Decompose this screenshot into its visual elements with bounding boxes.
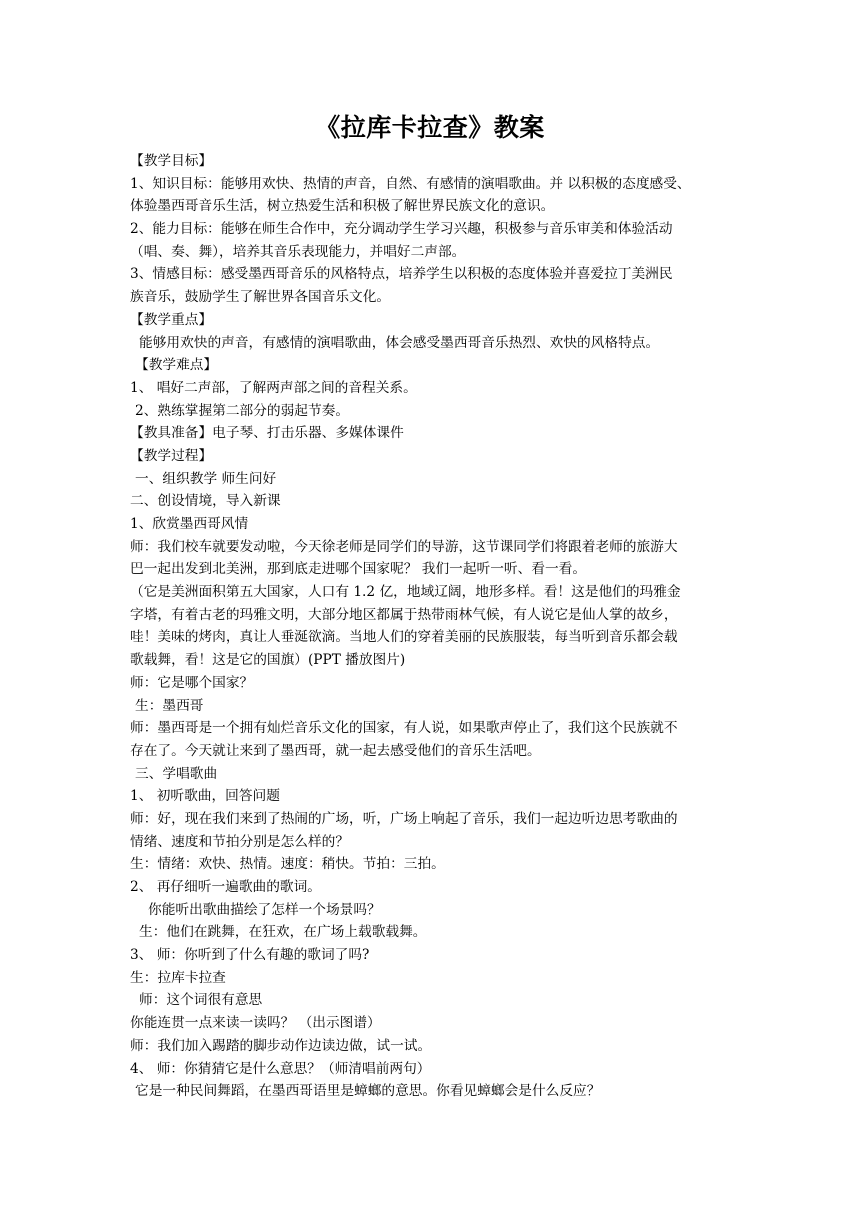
- document-title: 《拉库卡拉查》教案: [315, 113, 545, 142]
- paragraph-line: 师：墨西哥是一个拥有灿烂音乐文化的国家，有人说，如果歌声停止了，我们这个民族就不: [130, 720, 678, 737]
- paragraph-line: 2、熟练掌握第二部分的弱起节奏。: [135, 402, 350, 419]
- paragraph-line: 能够用欢快的声音，有感情的演唱歌曲，体会感受墨西哥音乐热烈、欢快的风格特点。: [139, 334, 660, 351]
- paragraph-line: 它是一种民间舞蹈，在墨西哥语里是蟑螂的意思。你看见蟑螂会是什么反应？: [135, 1083, 601, 1100]
- paragraph-line: （唱、奏、舞），培养其音乐表现能力，并唱好二声部。: [130, 243, 466, 260]
- section-heading: 【教学过程】: [130, 447, 213, 464]
- paragraph-line: 生：情绪：欢快、热情。速度：稍快。节拍：三拍。: [130, 856, 445, 873]
- paragraph-line: 2、 再仔细听一遍歌曲的歌词。: [130, 879, 321, 895]
- paragraph-line: 2、能力目标：能够在师生合作中，充分调动学生学习兴趣，积极参与音乐审美和体验活动: [130, 221, 673, 238]
- section-heading: 【教具准备】电子琴、打击乐器、多媒体课件: [130, 425, 404, 442]
- paragraph-line: 体验墨西哥音乐生活，树立热爱生活和积极了解世界民族文化的意识。: [130, 198, 555, 215]
- paragraph-line: 1、欣赏墨西哥风情: [130, 516, 249, 532]
- paragraph-line: 师：我们加入踢踏的脚步动作边读边做，试一试。: [130, 1037, 432, 1054]
- paragraph-line: 你能听出歌曲描绘了怎样一个场景吗？: [148, 901, 381, 918]
- paragraph-line: 字塔，有着古老的玛雅文明，大部分地区都属于热带雨林气候，有人说它是仙人掌的故乡，: [130, 606, 678, 623]
- paragraph-line: 哇！美味的烤肉，真让人垂涎欲滴。当地人们的穿着美丽的民族服装，每当听到音乐都会载: [130, 629, 678, 646]
- paragraph-line: （它是美洲面积第五大国家，人口有 1.2 亿，地域辽阔，地形多样。看！这是他们的玛雅金: [130, 584, 681, 601]
- section-heading: 【教学重点】: [130, 311, 213, 328]
- paragraph-line: 师：它是哪个国家？: [130, 674, 254, 691]
- document-body: [130, 150, 730, 1103]
- paragraph-line: 生：他们在跳舞，在狂欢，在广场上载歌载舞。: [139, 924, 427, 941]
- paragraph-line: 你能连贯一点来读一读吗？ （出示图谱）: [130, 1015, 381, 1032]
- paragraph-line: 族音乐，鼓励学生了解世界各国音乐文化。: [130, 289, 391, 306]
- paragraph-line: 师：我们校车就要发动啦，今天徐老师是同学们的导游，这节课同学们将跟着老师的旅游大: [130, 538, 678, 555]
- paragraph-line: 一、组织教学 师生问好: [135, 470, 277, 487]
- paragraph-line: 1、 唱好二声部，了解两声部之间的音程关系。: [130, 379, 417, 396]
- paragraph-line: 二、创设情境，导入新课: [130, 493, 281, 510]
- paragraph-line: 1、知识目标：能够用欢快、热情的声音，自然、有感情的演唱歌曲。并 以积极的态度感受、: [130, 175, 691, 192]
- paragraph-line: 师：好，现在我们来到了热闹的广场，听，广场上响起了音乐，我们一起边听边思考歌曲的: [130, 810, 678, 827]
- paragraph-line: 生：墨西哥: [135, 697, 204, 714]
- paragraph-line: 三、学唱歌曲: [135, 765, 218, 782]
- paragraph-line: 生：拉库卡拉查: [130, 969, 226, 986]
- paragraph-line: 存在了。今天就让来到了墨西哥，就一起去感受他们的音乐生活吧。: [130, 742, 541, 759]
- paragraph-line: 歌载舞，看！这是它的国旗）(PPT 播放图片): [130, 652, 406, 669]
- section-heading: 【教学难点】: [135, 357, 218, 374]
- section-heading: 【教学目标】: [130, 153, 213, 169]
- paragraph-line: 3、 师：你听到了什么有趣的歌词了吗?: [130, 947, 370, 964]
- paragraph-line: 巴一起出发到北美洲，那到底走进哪个国家呢？ 我们一起听一听、看一看。: [130, 561, 587, 578]
- paragraph-line: 情绪、速度和节拍分别是怎么样的？: [130, 833, 350, 850]
- paragraph-line: 4、 师：你猜猜它是什么意思？（师清唱前两句）: [130, 1060, 431, 1077]
- paragraph-line: 师：这个词很有意思: [139, 992, 263, 1009]
- paragraph-line: 1、 初听歌曲，回答问题: [130, 788, 280, 805]
- paragraph-line: 3、情感目标：感受墨西哥音乐的风格特点，培养学生以积极的态度体验并喜爱拉丁美洲民: [130, 266, 673, 283]
